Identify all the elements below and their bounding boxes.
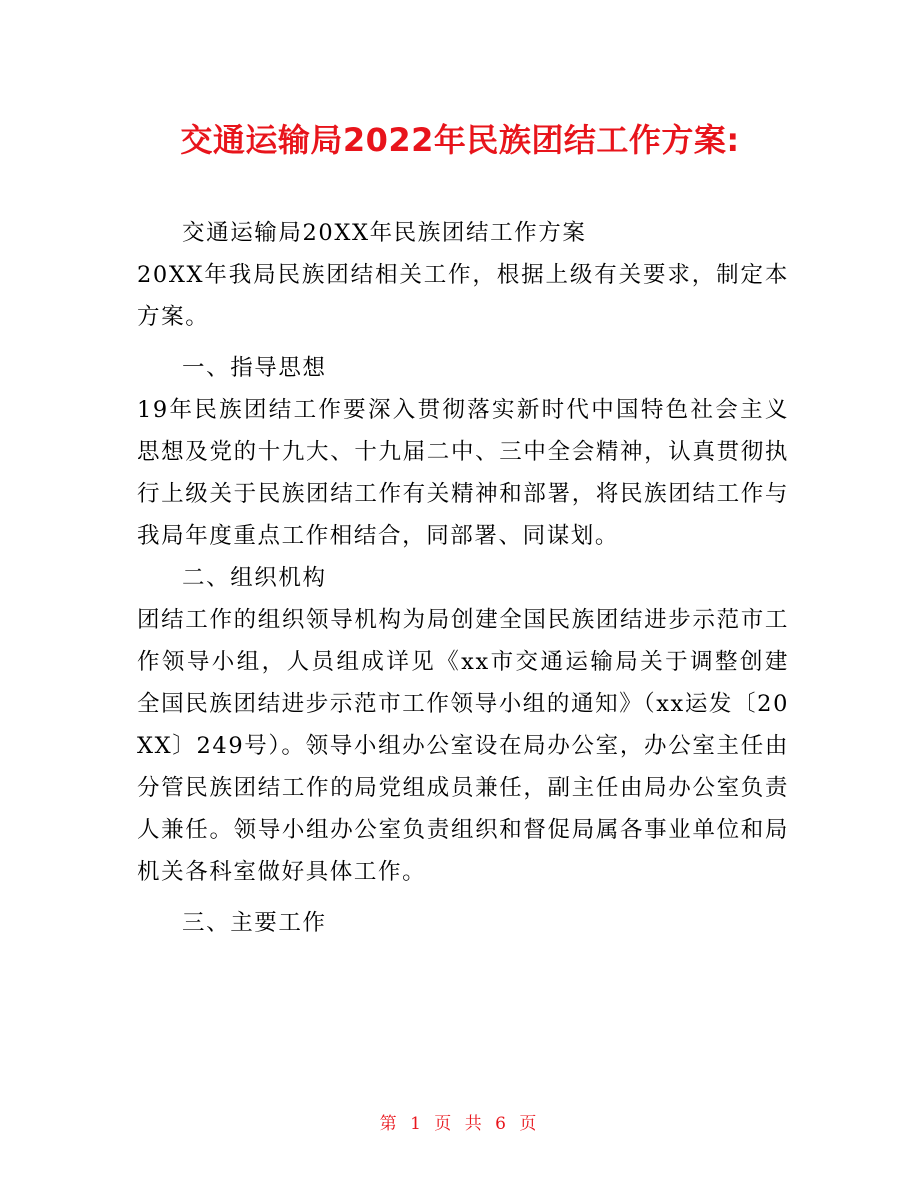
section-heading-organization: 二、组织机构 [182,565,327,591]
section-heading-main-work: 三、主要工作 [182,910,327,936]
document-body [137,212,789,944]
page-number-footer: 第 1 页 共 6 页 [379,1114,541,1134]
section-heading-guiding-ideology: 一、指导思想 [182,355,327,381]
guiding-ideology-paragraph: 19年民族团结工作要深入贯彻落实新时代中国特色社会主义思想及党的十九大、十九届二中、三中全会精神，认真贯彻执行上级关于民族团结工作有关精神和部署，将民族团结工作与我局年度重点工作相结合，同部署、同谋划。 [137,397,789,549]
intro-paragraph: 20XX年我局民族团结相关工作，根据上级有关要求，制定本方案。 [137,262,789,330]
document-title: 交通运输局2022年民族团结工作方案: [180,121,740,159]
subtitle-paragraph: 交通运输局20XX年民族团结工作方案 [182,220,587,246]
organization-paragraph: 团结工作的组织领导机构为局创建全国民族团结进步示范市工作领导小组，人员组成详见《xx市交通运输局关于调整创建全国民族团结进步示范市工作领导小组的通知》（xx运发〔20XX〕249号）。领导小组办公室设在局办公室，办公室主任由分管民族团结工作的局党组成员兼任，副主任由局办公室负责人兼任。领导小组办公室负责组织和督促局属各事业单位和局机关各科室做好具体工作。 [137,607,789,885]
